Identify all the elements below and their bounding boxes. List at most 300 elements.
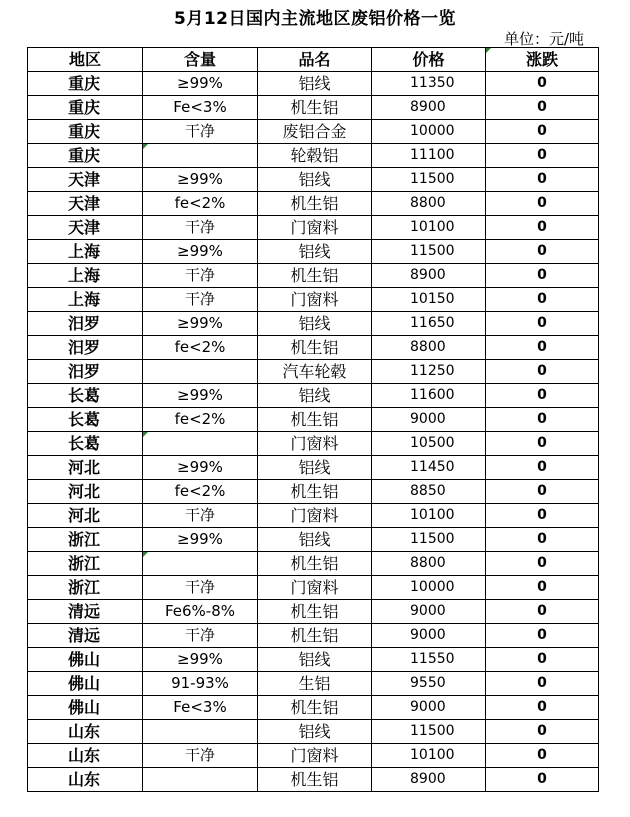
cell-price [372, 72, 486, 96]
cell-change-text: 0 [537, 531, 547, 547]
table-row [28, 408, 599, 432]
cell-content [143, 96, 258, 120]
cell-price [372, 408, 486, 432]
cell-change [486, 144, 599, 168]
cell-region [28, 336, 143, 360]
cell-content [143, 288, 258, 312]
table-row [28, 384, 599, 408]
cell-product [258, 336, 372, 360]
cell-change [486, 360, 599, 384]
table-row [28, 456, 599, 480]
cell-region [28, 240, 143, 264]
cell-price-text: 10100 [410, 507, 455, 523]
cell-region-text: 山东 [68, 770, 101, 789]
cell-product [258, 744, 372, 768]
cell-product [258, 216, 372, 240]
cell-indicator-icon [143, 432, 148, 437]
cell-product-text: 门窗料 [290, 578, 339, 597]
cell-change [486, 744, 599, 768]
cell-content [143, 336, 258, 360]
cell-price [372, 168, 486, 192]
cell-region-text: 上海 [68, 266, 101, 285]
cell-price-text: 10150 [410, 291, 455, 307]
cell-content [143, 768, 258, 792]
cell-price-text: 11550 [410, 651, 455, 667]
cell-product [258, 480, 372, 504]
cell-change-text: 0 [537, 387, 547, 403]
cell-product [258, 672, 372, 696]
cell-content [143, 696, 258, 720]
cell-price [372, 264, 486, 288]
cell-region [28, 408, 143, 432]
cell-product-text: 门窗料 [290, 434, 339, 453]
cell-product [258, 192, 372, 216]
cell-price-text: 9550 [410, 675, 446, 691]
cell-product-text: 铝线 [298, 650, 331, 669]
cell-change-text: 0 [537, 219, 547, 235]
table-row [28, 768, 599, 792]
cell-price [372, 96, 486, 120]
cell-price-text: 8800 [410, 555, 446, 571]
cell-product [258, 528, 372, 552]
cell-product-text: 门窗料 [290, 290, 339, 309]
cell-product [258, 384, 372, 408]
table-row [28, 192, 599, 216]
cell-region-text: 浙江 [68, 530, 101, 549]
cell-content [143, 264, 258, 288]
cell-price [372, 360, 486, 384]
cell-change [486, 120, 599, 144]
cell-price-text: 11250 [410, 363, 455, 379]
cell-change-text: 0 [537, 459, 547, 475]
cell-region-text: 天津 [68, 218, 101, 237]
cell-product-text: 机生铝 [290, 554, 339, 573]
cell-region [28, 216, 143, 240]
cell-region-text: 重庆 [68, 122, 101, 141]
cell-change-text: 0 [537, 555, 547, 571]
cell-price [372, 624, 486, 648]
table-row [28, 336, 599, 360]
cell-product-text: 机生铝 [290, 626, 339, 645]
cell-change [486, 240, 599, 264]
cell-region [28, 576, 143, 600]
table-row [28, 672, 599, 696]
cell-content-text: ≥99% [177, 314, 223, 332]
cell-content [143, 408, 258, 432]
cell-change [486, 528, 599, 552]
cell-content [143, 240, 258, 264]
cell-change-text: 0 [537, 483, 547, 499]
table-row [28, 744, 599, 768]
cell-region-text: 河北 [68, 506, 101, 525]
cell-product-text: 汽车轮毂 [282, 362, 347, 381]
cell-region [28, 552, 143, 576]
cell-region [28, 312, 143, 336]
cell-content [143, 504, 258, 528]
table-row [28, 576, 599, 600]
cell-region-text: 清远 [68, 626, 101, 645]
cell-price [372, 600, 486, 624]
cell-price [372, 480, 486, 504]
cell-price-text: 9000 [410, 627, 446, 643]
cell-price-text: 9000 [410, 411, 446, 427]
cell-region [28, 456, 143, 480]
cell-price [372, 696, 486, 720]
cell-change [486, 408, 599, 432]
cell-product [258, 168, 372, 192]
cell-content [143, 120, 258, 144]
cell-region-text: 山东 [68, 746, 101, 765]
cell-region-text: 山东 [68, 722, 101, 741]
cell-region-text: 佛山 [68, 674, 101, 693]
cell-region [28, 768, 143, 792]
cell-region-text: 长葛 [68, 410, 101, 429]
cell-product [258, 624, 372, 648]
cell-change-text: 0 [537, 747, 547, 763]
cell-price [372, 744, 486, 768]
cell-change-text: 0 [537, 411, 547, 427]
cell-product-text: 铝线 [298, 530, 331, 549]
cell-change-text: 0 [537, 651, 547, 667]
cell-region-text: 汨罗 [68, 362, 101, 381]
cell-change-text: 0 [537, 579, 547, 595]
table-row [28, 216, 599, 240]
cell-price [372, 456, 486, 480]
cell-region-text: 重庆 [68, 146, 101, 165]
cell-price-text: 11500 [410, 171, 455, 187]
cell-region [28, 360, 143, 384]
cell-price-text: 8850 [410, 483, 446, 499]
cell-change-text: 0 [537, 363, 547, 379]
cell-content-text: ≥99% [177, 530, 223, 548]
cell-change [486, 336, 599, 360]
cell-content [143, 360, 258, 384]
cell-content-text: Fe<3% [173, 98, 227, 116]
cell-product-text: 铝线 [298, 170, 331, 189]
cell-indicator-icon [486, 48, 491, 53]
cell-region-text: 上海 [68, 242, 101, 261]
cell-region [28, 720, 143, 744]
table-body [28, 72, 599, 792]
cell-price [372, 576, 486, 600]
cell-price-text: 11500 [410, 531, 455, 547]
cell-change [486, 600, 599, 624]
cell-content [143, 312, 258, 336]
cell-content-text: Fe<3% [173, 698, 227, 716]
cell-price [372, 552, 486, 576]
cell-price-text: 8900 [410, 267, 446, 283]
cell-price [372, 192, 486, 216]
cell-product-text: 铝线 [298, 458, 331, 477]
cell-region [28, 432, 143, 456]
cell-content-text: 干净 [184, 626, 215, 644]
cell-product [258, 432, 372, 456]
cell-price-text: 11500 [410, 723, 455, 739]
cell-content-text: fe<2% [174, 338, 226, 356]
cell-price [372, 768, 486, 792]
price-table [27, 47, 599, 792]
cell-product-text: 铝线 [298, 314, 331, 333]
cell-region [28, 504, 143, 528]
cell-region [28, 168, 143, 192]
cell-change-text: 0 [537, 315, 547, 331]
table-row [28, 96, 599, 120]
cell-content [143, 192, 258, 216]
cell-product-text: 机生铝 [290, 194, 339, 213]
cell-product-text: 机生铝 [290, 410, 339, 429]
cell-price-text: 10100 [410, 747, 455, 763]
cell-change-text: 0 [537, 147, 547, 163]
cell-content-text: 干净 [184, 506, 215, 524]
cell-change [486, 192, 599, 216]
cell-region [28, 96, 143, 120]
table-row [28, 120, 599, 144]
cell-content [143, 144, 258, 168]
cell-price-text: 9000 [410, 699, 446, 715]
cell-price-text: 11350 [410, 75, 455, 91]
table-row [28, 480, 599, 504]
cell-content [143, 600, 258, 624]
cell-change-text: 0 [537, 267, 547, 283]
cell-product [258, 288, 372, 312]
cell-content [143, 720, 258, 744]
cell-content-text: ≥99% [177, 170, 223, 188]
cell-product [258, 456, 372, 480]
cell-change [486, 312, 599, 336]
cell-change [486, 696, 599, 720]
cell-price-text: 10000 [410, 579, 455, 595]
cell-region-text: 上海 [68, 290, 101, 309]
cell-price [372, 432, 486, 456]
cell-region [28, 120, 143, 144]
cell-price [372, 648, 486, 672]
cell-content [143, 672, 258, 696]
cell-content-text: 干净 [184, 266, 215, 284]
cell-product [258, 720, 372, 744]
cell-region [28, 384, 143, 408]
cell-price-text: 11500 [410, 243, 455, 259]
cell-region [28, 144, 143, 168]
cell-change [486, 264, 599, 288]
cell-product-text: 机生铝 [290, 338, 339, 357]
table-row [28, 600, 599, 624]
cell-change [486, 768, 599, 792]
cell-product-text: 机生铝 [290, 602, 339, 621]
header-change [486, 48, 599, 72]
cell-content-text: 干净 [184, 218, 215, 236]
cell-price-text: 8800 [410, 195, 446, 211]
cell-product-text: 机生铝 [290, 770, 339, 789]
cell-change-text: 0 [537, 123, 547, 139]
cell-price-text: 9000 [410, 603, 446, 619]
table-row [28, 432, 599, 456]
cell-region-text: 长葛 [68, 386, 101, 405]
cell-content-text: 91-93% [171, 674, 229, 692]
cell-region-text: 重庆 [68, 98, 101, 117]
cell-price-text: 8900 [410, 99, 446, 115]
cell-price [372, 288, 486, 312]
cell-price [372, 672, 486, 696]
cell-change-text: 0 [537, 771, 547, 787]
cell-content [143, 576, 258, 600]
cell-product [258, 312, 372, 336]
cell-change-text: 0 [537, 75, 547, 91]
cell-indicator-icon [143, 552, 148, 557]
cell-product-text: 铝线 [298, 242, 331, 261]
table-row [28, 360, 599, 384]
cell-price-text: 10500 [410, 435, 455, 451]
cell-region [28, 648, 143, 672]
cell-region [28, 288, 143, 312]
cell-price [372, 216, 486, 240]
cell-region-text: 清远 [68, 602, 101, 621]
cell-region-text: 浙江 [68, 554, 101, 573]
cell-change-text: 0 [537, 243, 547, 259]
cell-content-text: ≥99% [177, 242, 223, 260]
cell-region [28, 528, 143, 552]
table-row [28, 168, 599, 192]
cell-change [486, 720, 599, 744]
table-row [28, 696, 599, 720]
cell-product [258, 96, 372, 120]
cell-price [372, 720, 486, 744]
cell-price-text: 8900 [410, 771, 446, 787]
cell-content-text: ≥99% [177, 74, 223, 92]
cell-content-text: 干净 [184, 746, 215, 764]
cell-content [143, 528, 258, 552]
cell-content-text: ≥99% [177, 386, 223, 404]
cell-region [28, 480, 143, 504]
cell-region-text: 重庆 [68, 74, 101, 93]
cell-product [258, 504, 372, 528]
cell-region-text: 汨罗 [68, 314, 101, 333]
cell-product [258, 240, 372, 264]
cell-content [143, 72, 258, 96]
cell-region-text: 天津 [68, 170, 101, 189]
cell-change-text: 0 [537, 99, 547, 115]
cell-change-text: 0 [537, 171, 547, 187]
cell-change [486, 624, 599, 648]
cell-price-text: 11450 [410, 459, 455, 475]
cell-region-text: 汨罗 [68, 338, 101, 357]
cell-indicator-icon [143, 144, 148, 149]
cell-product-text: 门窗料 [290, 218, 339, 237]
table-row [28, 72, 599, 96]
cell-change [486, 168, 599, 192]
table-row [28, 624, 599, 648]
cell-content-text: fe<2% [174, 194, 226, 212]
cell-price [372, 384, 486, 408]
table-row [28, 552, 599, 576]
cell-content [143, 384, 258, 408]
cell-price [372, 312, 486, 336]
cell-product [258, 120, 372, 144]
cell-product-text: 门窗料 [290, 746, 339, 765]
cell-change-text: 0 [537, 699, 547, 715]
cell-region-text: 长葛 [68, 434, 101, 453]
cell-change [486, 216, 599, 240]
cell-product [258, 360, 372, 384]
table-row [28, 312, 599, 336]
cell-change [486, 456, 599, 480]
cell-change-text: 0 [537, 675, 547, 691]
cell-change [486, 552, 599, 576]
cell-product-text: 铝线 [298, 386, 331, 405]
header-price: 价格 [372, 48, 486, 72]
cell-product-text: 机生铝 [290, 698, 339, 717]
cell-content-text: Fe6%-8% [164, 602, 236, 620]
table-row [28, 720, 599, 744]
cell-product [258, 408, 372, 432]
cell-content-text: ≥99% [177, 458, 223, 476]
cell-product [258, 600, 372, 624]
header-change-label: 涨跌 [525, 50, 558, 69]
cell-price-text: 8800 [410, 339, 446, 355]
cell-price-text: 10000 [410, 123, 455, 139]
cell-change-text: 0 [537, 627, 547, 643]
cell-change-text: 0 [537, 339, 547, 355]
cell-change [486, 672, 599, 696]
cell-content [143, 648, 258, 672]
cell-price [372, 120, 486, 144]
cell-change [486, 480, 599, 504]
cell-content-text: 干净 [184, 122, 215, 140]
cell-change-text: 0 [537, 507, 547, 523]
table-row [28, 264, 599, 288]
page-title: 5月12日国内主流地区废铝价格一览 [174, 9, 456, 29]
cell-content [143, 216, 258, 240]
cell-region [28, 696, 143, 720]
cell-product [258, 768, 372, 792]
table-row [28, 504, 599, 528]
cell-change-text: 0 [537, 603, 547, 619]
cell-region-text: 天津 [68, 194, 101, 213]
cell-region [28, 672, 143, 696]
cell-change [486, 648, 599, 672]
cell-price [372, 336, 486, 360]
cell-change-text: 0 [537, 435, 547, 451]
cell-region [28, 744, 143, 768]
cell-product [258, 552, 372, 576]
cell-change-text: 0 [537, 291, 547, 307]
cell-product-text: 生铝 [298, 674, 331, 693]
cell-change [486, 384, 599, 408]
cell-change [486, 288, 599, 312]
cell-product [258, 648, 372, 672]
cell-content [143, 456, 258, 480]
cell-region [28, 600, 143, 624]
table-row [28, 144, 599, 168]
cell-region [28, 72, 143, 96]
cell-content [143, 168, 258, 192]
cell-product [258, 144, 372, 168]
cell-content [143, 432, 258, 456]
cell-product-text: 废铝合金 [282, 122, 347, 141]
table-row [28, 648, 599, 672]
header-content: 含量 [143, 48, 258, 72]
cell-product-text: 铝线 [298, 722, 331, 741]
cell-price [372, 504, 486, 528]
cell-product-text: 机生铝 [290, 98, 339, 117]
cell-price-text: 11650 [410, 315, 455, 331]
cell-content [143, 624, 258, 648]
cell-region-text: 浙江 [68, 578, 101, 597]
cell-product [258, 264, 372, 288]
table-row [28, 528, 599, 552]
cell-region [28, 264, 143, 288]
cell-region-text: 河北 [68, 482, 101, 501]
cell-change [486, 432, 599, 456]
